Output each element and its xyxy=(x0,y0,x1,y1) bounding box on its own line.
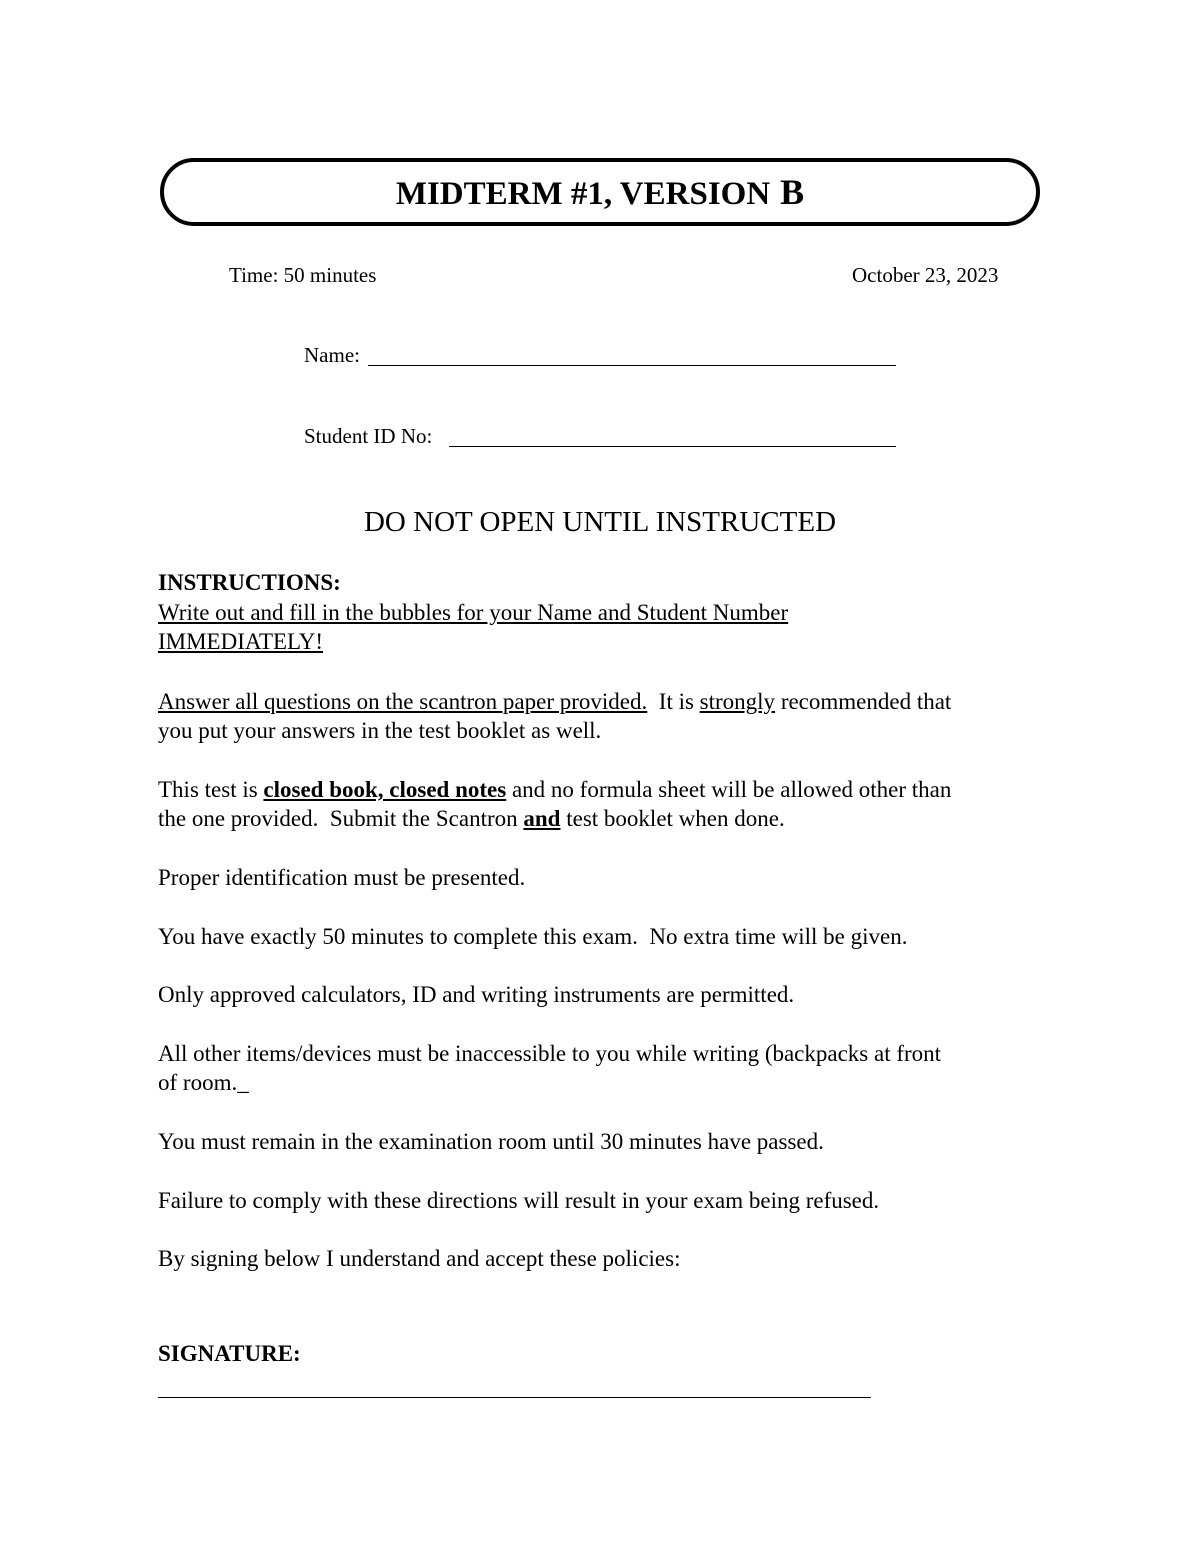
instruction-3-part-f: test booklet when done. xyxy=(560,806,785,831)
student-id-label: Student ID No: xyxy=(304,424,433,448)
do-not-open-notice: DO NOT OPEN UNTIL INSTRUCTED xyxy=(363,506,837,538)
instruction-7 xyxy=(158,1039,1048,1097)
instruction-3-part-d: the one provided. Submit the Scantron xyxy=(158,806,524,831)
signature-label: SIGNATURE: xyxy=(158,1341,301,1366)
instruction-5: You have exactly 50 minutes to complete this exam. No extra time will be given. xyxy=(158,924,908,949)
instruction-7-line-1: All other items/devices must be inaccessible to you while writing (backpacks at front xyxy=(158,1041,942,1066)
instruction-1 xyxy=(158,598,1048,656)
exam-version-letter: B xyxy=(780,172,805,212)
instruction-10: By signing below I understand and accept these policies: xyxy=(158,1246,681,1271)
instruction-2 xyxy=(158,687,1048,745)
exam-date: October 23, 2023 xyxy=(852,263,999,287)
student-id-field[interactable] xyxy=(304,423,432,449)
instructions-heading: INSTRUCTIONS: xyxy=(158,570,341,595)
instruction-4: Proper identification must be presented. xyxy=(158,865,526,890)
instruction-3-closed-book: closed book, closed notes xyxy=(263,777,507,802)
name-label: Name: xyxy=(304,343,360,367)
instruction-3-part-a: This test is xyxy=(158,777,264,802)
exam-title-text: MIDTERM #1, VERSION xyxy=(395,176,771,212)
instruction-2-part-b: It is xyxy=(647,689,700,714)
instruction-2-scantron: Answer all questions on the scantron paper provided. xyxy=(158,689,648,714)
instruction-9: Failure to comply with these directions will result in your exam being refused. xyxy=(158,1188,880,1213)
instruction-6: Only approved calculators, ID and writing instruments are permitted. xyxy=(158,982,795,1007)
instruction-1-line-1: Write out and fill in the bubbles for your Name and Student Number xyxy=(158,600,789,625)
name-underline[interactable] xyxy=(368,365,896,366)
instruction-2-strongly: strongly xyxy=(699,689,776,714)
instruction-7-line-2: of room._ xyxy=(158,1070,249,1095)
exam-title xyxy=(160,170,1040,216)
instruction-3 xyxy=(158,775,1048,833)
student-id-underline[interactable] xyxy=(449,446,896,447)
instruction-2-line-2: you put your answers in the test booklet as well. xyxy=(158,718,602,743)
instruction-2-part-d: recommended that xyxy=(775,689,952,714)
instruction-3-and: and xyxy=(523,806,561,831)
instruction-1-line-2: IMMEDIATELY! xyxy=(158,629,324,654)
signature-line[interactable] xyxy=(158,1397,871,1398)
instruction-8: You must remain in the examination room until 30 minutes have passed. xyxy=(158,1129,824,1154)
name-field[interactable] xyxy=(304,342,360,368)
instruction-3-part-c: and no formula sheet will be allowed other than xyxy=(506,777,952,802)
exam-duration: Time: 50 minutes xyxy=(229,263,377,287)
